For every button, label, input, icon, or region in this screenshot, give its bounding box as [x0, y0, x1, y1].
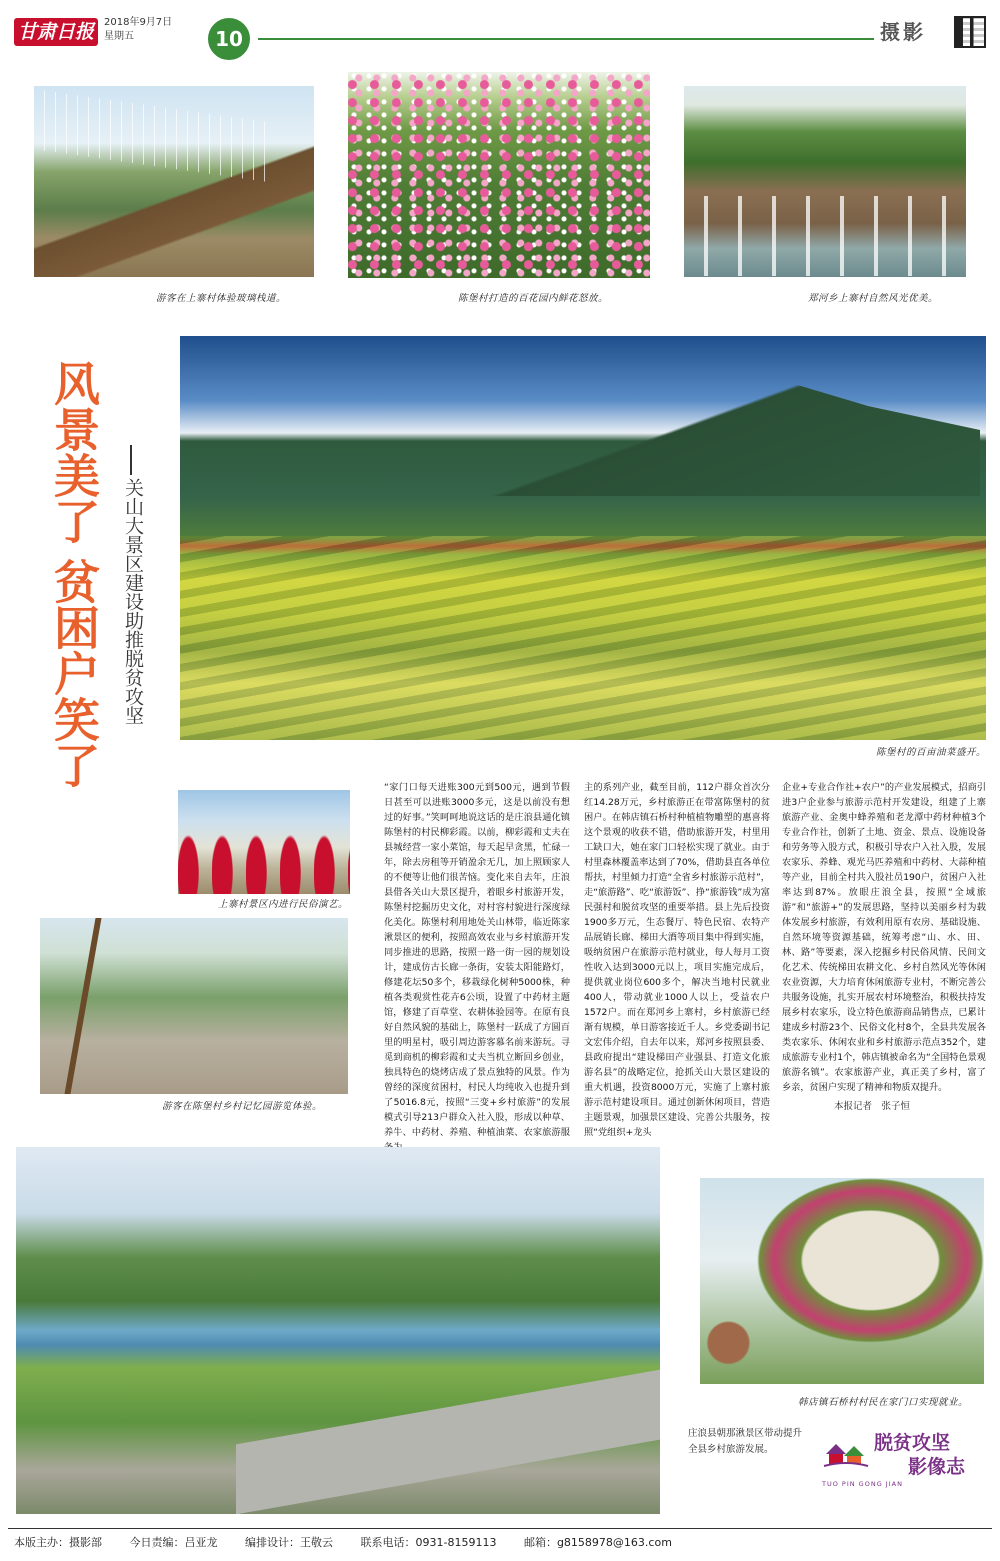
caption-waterfall: 郑河乡上寨村自然风光优美。	[808, 293, 939, 304]
caption-landscape: 陈堡村的百亩油菜盛开。	[876, 747, 987, 758]
photo-swing	[40, 918, 348, 1094]
photo-cycling	[16, 1147, 660, 1514]
logo-title: 脱贫攻坚	[874, 1432, 951, 1454]
caption-folk-dance: 上寨村景区内进行民俗演艺。	[218, 899, 349, 910]
page-number-badge: 10	[208, 18, 250, 60]
headline-title	[44, 360, 104, 788]
subtitle-dash	[130, 445, 132, 475]
caption-flower-field: 陈堡村打造的百花园内鲜花怒放。	[458, 293, 609, 304]
article-author: 本报记者 张子恒	[834, 1101, 911, 1112]
issue-date	[104, 16, 172, 44]
photo-folk-dance	[178, 790, 350, 894]
weekday-text: 星期五	[104, 31, 134, 42]
footer-phone: 联系电话：0931-8159113	[360, 1536, 497, 1549]
footer-editor-dept: 本版主办：摄影部	[14, 1536, 102, 1549]
footer-email: 邮箱：g8158978@163.com	[523, 1536, 672, 1549]
caption-cycling: 庄浪县朝那湫景区带动提升全县乡村旅游发展。	[688, 1428, 803, 1455]
article-column-2: 主的系列产业，截至目前，112户群众首次分红14.28万元，乡村旅游正在带富陈堡村的贫困户。在韩店镇石桥村种植植物雕塑的惠喜将这个景观的收获不错，借助旅游开发，村里用工缺口大，她在家门口轻松实现了就业。由于村里森林覆盖率达到了70%，借助县直各单位帮扶，村里倾力打造“全省乡村旅游示范村”，走“旅游路”、吃“旅游饭”、挣“旅游钱”成为富民强村和脱贫攻坚的重要举措。县上先后投资1900多万元，生态餐厅、特色民宿、农特产品展销长廊、梯田大酒等项目集中得到实施，吸纳贫困户在旅游示范村就业，每人每月工资性收入达到3000元以上，项目实施完成后，提供就业岗位600多个，解决当地村民就业400人，带动就业1000人以上，受益农户1572户。而在郑河乡上寨村，乡村旅游已经渐有规模，单日游客接近千人。乡党委副书记文宏伟介绍，自去年以来，郑河乡按照县委、县政府提出“建设梯田产业强县、打造文化旅游名县”的战略定位，抢抓关山大景区建设的重大机遇，投资8000万元，实施了上寨村旅游示范村建设项目。通过创新休闲项目，营造主题景观，加强景区建设、完善公共服务，按照“党组织+龙头	[584, 782, 770, 1138]
photo-landscape	[180, 336, 986, 740]
logo-pinyin: TUO PIN GONG JIAN	[822, 1480, 903, 1488]
section-title: 摄影	[880, 20, 926, 44]
village-houses-icon	[822, 1438, 870, 1468]
footer-info	[14, 1534, 694, 1550]
newspaper-logo: 甘肃日报	[14, 18, 98, 46]
footer-layout-design: 编排设计：王敬云	[245, 1536, 333, 1549]
footer-today-editor: 今日责编：吕亚龙	[129, 1536, 218, 1549]
header-divider	[258, 38, 874, 40]
footer-divider	[8, 1528, 992, 1529]
photo-flower-frame	[700, 1178, 984, 1384]
article-column-3: 企业+专业合作社+农户”的产业发展模式，招商引进3户企业参与旅游示范村开发建设，组建了上寨旅游产业、金奥中蜂养殖和老龙潭中药材种植3个专业合作社，创新了土地、资金、景点、设施设备和劳务等入股方式，积极引导农户入社入股，发展农家乐、养蜂、观光马匹养殖和中药材、大蒜种植等产业，目前全村共入股社员190户，贫困户入社率达到87%。放眼庄浪全县，按照“全域旅游”和“旅游+”的发展思路，坚持以美丽乡村为载体发展乡村旅游，有效利用原有农房、基础设施、自然环境等资源基础，统筹考虑“山、水、田、林、路”等要素，深入挖掘乡村民俗风情、民间文化艺术、传统梯田农耕文化、乡村自然风光等休闲农业资源，大力培育休闲旅游专业村，不断完善公共服务设施，扎实开展农村环境整治，积极扶持发展乡村农家乐，设立特色旅游商品销售点，已累计建成乡村游23个、民俗文化村8个，全县共发展各类农家乐、休闲农业和乡村旅游示范点352个，建成旅游专业村1个，韩店镇被命名为“全国特色景观旅游名镇”。农家旅游产业，真正美了乡村，富了乡亲，贫困户实现了精神和物质双提升。	[782, 782, 986, 1093]
photo-waterfall	[684, 86, 966, 277]
caption-swing: 游客在陈堡村乡村记忆园游览体验。	[162, 1101, 323, 1112]
article-column-1: “家门口每天进账300元到500元，遇到节假日甚至可以进账3000多元，这是以前没有想过的好事。”笑呵呵地说这话的是庄浪县通化镇陈堡村的村民柳彩霞。以前，柳彩霞和丈夫在县城经营一家小菜馆，每天起早贪黑，忙碌一年，除去房租等开销盈余无几，加上照顾家人的不便等让他们很苦恼。变化来自去年，庄浪县借各关山大景区提升，着眼乡村旅游开发，陈堡村挖掘历史文化，对村容村貌进行深度绿化美化。陈堡村利用地处关山林带，临近陈家湫景区的便利，按照高效农业与乡村旅游开发同步推进的思路，按照一路一街一园的规划设计，建成仿古长廊一条街，安装太阳能路灯，修建花坛50多个，移栽绿化树种5000株，种植各类观赏性花卉6公顷，设置了中药材主题馆，修建了百草堂、农耕体验园等。在原有良好自然风貌的基础上，陈堡村一跃成了方圆百里的明星村，吸引周边游客慕名前来游玩。寻觅到商机的柳彩霞和丈夫当机立断回乡创业，独具特色的烧烤店成了景点独特的风景。作为曾经的深度贫困村，村民人均纯收入也提升到了5016.8元，按照“三变+乡村旅游”的发展模式引导213户群众入社入股，形成以种草、养牛、中药材、养殖、种植油菜、农家旅游服	[384, 782, 570, 1138]
caption-flower-frame: 韩店镇石桥村村民在家门口实现就业。	[798, 1397, 969, 1408]
logo-subtitle: 影像志	[908, 1456, 966, 1478]
photo-flower-field	[348, 72, 650, 278]
poverty-alleviation-logo	[822, 1432, 992, 1494]
headline-line2: 贫困户笑了	[47, 558, 101, 788]
caption-glass-walkway: 游客在上寨村体验玻璃栈道。	[156, 293, 287, 304]
date-text: 2018年9月7日	[104, 17, 173, 28]
headline-subtitle: 关山大景区建设助推脱贫攻坚	[122, 478, 144, 725]
headline-line1: 风景美了	[47, 360, 101, 544]
photo-glass-walkway	[34, 86, 314, 277]
qr-code-icon	[954, 16, 986, 48]
